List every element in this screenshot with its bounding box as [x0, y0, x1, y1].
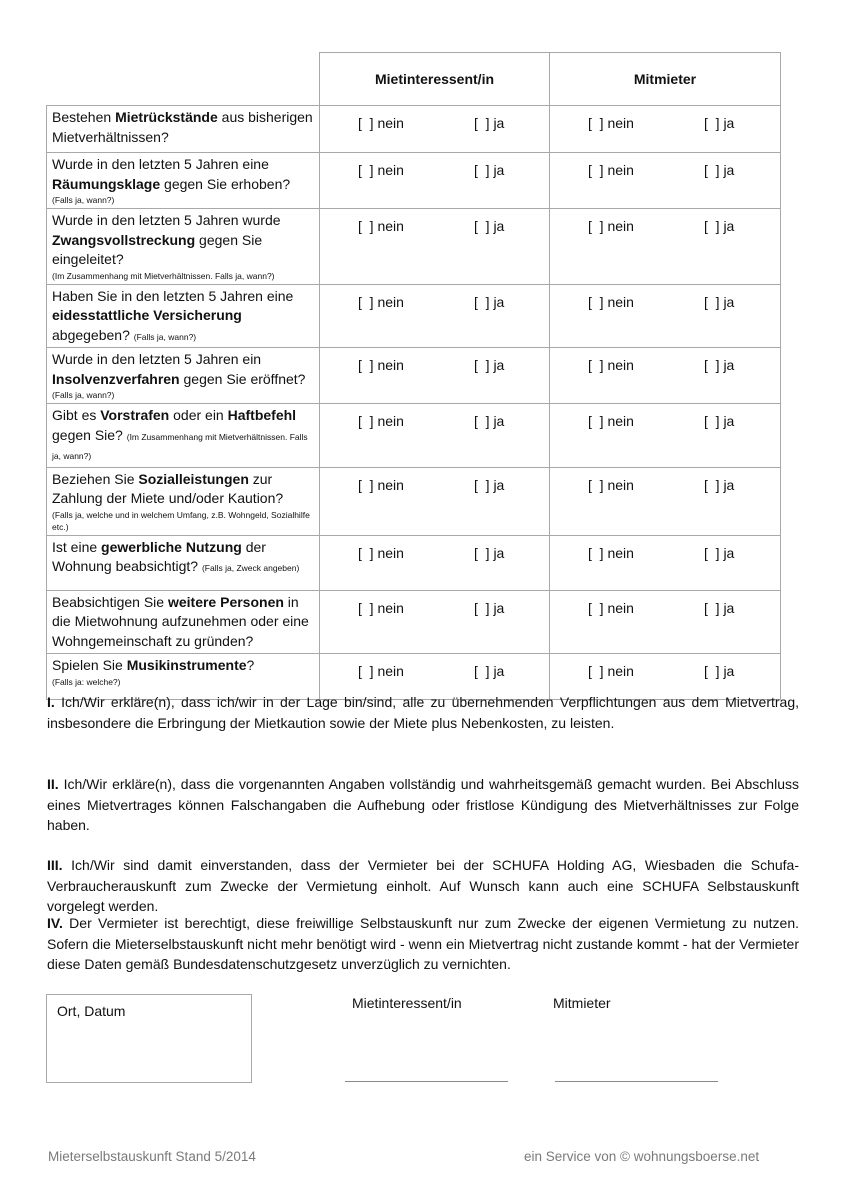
- column-header-cotenant: Mitmieter: [550, 53, 781, 106]
- checkbox-ja-cotenant[interactable]: [ ] ja: [704, 413, 735, 429]
- checkbox-nein-cotenant[interactable]: [ ] nein: [588, 544, 634, 561]
- question-text: gegen Sie erhoben?: [160, 175, 291, 192]
- question-keyword: gewerbliche Nutzung: [101, 538, 242, 555]
- cotenant-signature-label: Mitmieter: [553, 995, 611, 1011]
- question-text: zur Zahlung der Miete und/oder Kaution?: [52, 470, 284, 506]
- question-cell: [47, 535, 320, 590]
- question-note: (Im Zusammenhang mit Mietverhältnissen. Falls ja, wann?): [52, 431, 308, 461]
- checkbox-ja-tenant[interactable]: [ ] ja: [474, 413, 505, 429]
- question-keyword: eidesstattliche Versicherung: [52, 307, 242, 323]
- question-text: Wurde in den letzten 5 Jahren eine: [52, 156, 269, 172]
- table-row: [47, 467, 781, 535]
- checkbox-nein-cotenant[interactable]: [ ] nein: [588, 413, 634, 429]
- checkbox-ja-tenant[interactable]: [ ] ja: [474, 663, 505, 679]
- checkbox-nein-cotenant[interactable]: [ ] nein: [588, 357, 634, 373]
- tenant-signature-label: Mietinteressent/in: [352, 995, 462, 1011]
- checkbox-nein-tenant[interactable]: [ ] nein: [358, 663, 404, 679]
- cotenant-signature-line[interactable]: [555, 1081, 718, 1082]
- question-text: gegen Sie?: [52, 426, 123, 443]
- answer-cell-cotenant: [550, 209, 781, 285]
- question-keyword: Mietrückstände: [115, 109, 218, 125]
- checkbox-ja-cotenant[interactable]: [ ] ja: [704, 357, 735, 373]
- question-note: (Falls ja, welche und in welchem Umfang, z.B. Wohngeld, Sozialhilfe etc.): [52, 509, 310, 532]
- question-text: gegen Sie eröffnet?: [179, 370, 306, 387]
- answer-cell-cotenant: [550, 284, 781, 348]
- declaration-paragraph: [47, 692, 799, 733]
- question-text: abgegeben?: [52, 326, 130, 343]
- answer-cell-cotenant: [550, 404, 781, 468]
- answer-cell-cotenant: [550, 153, 781, 209]
- answer-cell-tenant: [320, 404, 550, 468]
- answer-cell-tenant: [320, 348, 550, 404]
- table-row: [47, 348, 781, 404]
- checkbox-ja-cotenant[interactable]: [ ] ja: [704, 544, 735, 561]
- declaration-text: Ich/Wir sind damit einverstanden, dass der Vermieter bei der SCHUFA Holding AG, Wiesbaden die Schufa-Verbraucherauskunft zum Zwecke der Vermietung einholt. Auf Wunsch kann auch eine SCHUFA Selbstauskunft vorgelegt werden.: [47, 857, 799, 914]
- declaration-numeral: IV.: [47, 915, 63, 931]
- question-cell: [47, 467, 320, 535]
- declaration-text: Ich/Wir erkläre(n), dass ich/wir in der Lage bin/sind, alle zu übernehmenden Verpflichtungen aus dem Mietvertrag, insbesondere die Erbringung der Mietkaution sowie der Miete plus Nebenkosten, zu leisten.: [47, 694, 799, 731]
- answer-cell-tenant: [320, 106, 550, 153]
- answer-cell-cotenant: [550, 348, 781, 404]
- table-row: [47, 404, 781, 468]
- question-cell: [47, 284, 320, 348]
- question-text: der Wohnung beabsichtigt?: [52, 538, 266, 574]
- checkbox-ja-tenant[interactable]: [ ] ja: [474, 476, 505, 493]
- header-blank-cell: [47, 53, 320, 106]
- checkbox-ja-cotenant[interactable]: [ ] ja: [704, 476, 735, 493]
- checkbox-nein-cotenant[interactable]: [ ] nein: [588, 218, 634, 234]
- column-header-tenant: Mietinteressent/in: [320, 53, 550, 106]
- checkbox-nein-tenant[interactable]: [ ] nein: [358, 476, 404, 493]
- question-text: Wurde in den letzten 5 Jahren ein: [52, 351, 262, 367]
- question-rows: [47, 106, 781, 700]
- checkbox-nein-tenant[interactable]: [ ] nein: [358, 293, 404, 310]
- question-text: Spielen Sie: [52, 657, 127, 673]
- checkbox-nein-cotenant[interactable]: [ ] nein: [588, 663, 634, 679]
- checkbox-ja-cotenant[interactable]: [ ] ja: [704, 663, 735, 679]
- answer-cell-tenant: [320, 535, 550, 590]
- question-cell: [47, 209, 320, 285]
- question-cell: [47, 153, 320, 209]
- answer-cell-tenant: [320, 590, 550, 654]
- checkbox-nein-cotenant[interactable]: [ ] nein: [588, 476, 634, 493]
- question-cell: [47, 404, 320, 468]
- checkbox-ja-cotenant[interactable]: [ ] ja: [704, 162, 735, 178]
- question-text: Beziehen Sie: [52, 470, 139, 487]
- checkbox-nein-cotenant[interactable]: [ ] nein: [588, 115, 634, 131]
- question-text: gegen Sie eingeleitet?: [52, 231, 263, 267]
- checkbox-ja-tenant[interactable]: [ ] ja: [474, 357, 505, 373]
- checkbox-nein-tenant[interactable]: [ ] nein: [358, 162, 404, 178]
- question-cell: [47, 106, 320, 153]
- declaration-numeral: III.: [47, 857, 63, 873]
- place-date-field[interactable]: [46, 994, 252, 1083]
- checkbox-ja-tenant[interactable]: [ ] ja: [474, 544, 505, 561]
- table-row: [47, 153, 781, 209]
- checkbox-ja-tenant[interactable]: [ ] ja: [474, 162, 505, 178]
- question-text: in die Mietwohnung aufzunehmen oder eine Wohngemeinschaft zu gründen?: [52, 593, 309, 649]
- question-text: Bestehen: [52, 109, 116, 125]
- declaration-numeral: I.: [47, 694, 55, 710]
- checkbox-ja-tenant[interactable]: [ ] ja: [474, 599, 505, 616]
- checkbox-ja-cotenant[interactable]: [ ] ja: [704, 599, 735, 616]
- checkbox-nein-tenant[interactable]: [ ] nein: [358, 544, 404, 561]
- checkbox-ja-tenant[interactable]: [ ] ja: [474, 115, 505, 131]
- answer-cell-cotenant: [550, 106, 781, 153]
- place-date-label: Ort, Datum: [57, 1003, 126, 1019]
- table-row: [47, 590, 781, 654]
- answer-cell-cotenant: [550, 467, 781, 535]
- declaration-text: Der Vermieter ist berechtigt, diese freiwillige Selbstauskunft nur zum Zwecke der eigenen Vermietung zu nutzen. Sofern die Mieterselbstauskunft nicht mehr benötigt wird - wenn ein Mietvertrag nicht zustande kommt - hat der Vermieter diese Daten gemäß Bundesdatenschutzgesetz unverzüglich zu vernichten.: [47, 915, 799, 972]
- declaration-text: Ich/Wir erkläre(n), dass die vorgenannten Angaben vollständig und wahrheitsgemäß gemacht wurden. Bei Abschluss eines Mietvertrages können Falschangaben die Aufhebung oder fristlose Kündigung des Mietverhältnisses zur Folge haben.: [47, 776, 799, 833]
- checkbox-nein-tenant[interactable]: [ ] nein: [358, 218, 404, 234]
- question-text: Gibt es: [52, 407, 101, 423]
- checkbox-ja-cotenant[interactable]: [ ] ja: [704, 218, 735, 234]
- checkbox-nein-tenant[interactable]: [ ] nein: [358, 115, 404, 131]
- question-note: (Falls ja, wann?): [52, 195, 115, 205]
- question-keyword: Haftbefehl: [227, 407, 297, 423]
- question-note: (Falls ja: welche?): [52, 676, 121, 687]
- checkbox-nein-tenant[interactable]: [ ] nein: [358, 357, 404, 373]
- declaration-paragraph: [47, 855, 799, 917]
- declaration-numeral: II.: [47, 776, 59, 792]
- answer-cell-tenant: [320, 467, 550, 535]
- checkbox-nein-tenant[interactable]: [ ] nein: [358, 413, 404, 429]
- question-keyword: Sozialleistungen: [138, 470, 249, 487]
- question-text: oder ein: [169, 407, 228, 423]
- question-keyword: Räumungsklage: [52, 175, 161, 192]
- question-text: Beabsichtigen Sie: [52, 593, 168, 610]
- question-note: (Im Zusammenhang mit Mietverhältnissen. Falls ja, wann?): [52, 270, 275, 281]
- answer-cell-cotenant: [550, 535, 781, 590]
- question-text: ?: [246, 657, 255, 673]
- questionnaire-table: [46, 52, 781, 700]
- checkbox-nein-cotenant[interactable]: [ ] nein: [588, 293, 634, 310]
- checkbox-nein-cotenant[interactable]: [ ] nein: [588, 599, 634, 616]
- checkbox-ja-cotenant[interactable]: [ ] ja: [704, 293, 735, 310]
- question-note: (Falls ja, wann?): [52, 390, 115, 400]
- checkbox-ja-tenant[interactable]: [ ] ja: [474, 293, 505, 310]
- answer-cell-cotenant: [550, 590, 781, 654]
- question-keyword: Insolvenzverfahren: [52, 370, 180, 387]
- tenant-signature-line[interactable]: [345, 1081, 508, 1082]
- question-cell: [47, 590, 320, 654]
- question-note: (Falls ja, wann?): [133, 331, 197, 342]
- checkbox-nein-tenant[interactable]: [ ] nein: [358, 599, 404, 616]
- question-keyword: Vorstrafen: [100, 407, 170, 423]
- table-row: [47, 209, 781, 285]
- question-keyword: Zwangsvollstreckung: [52, 231, 196, 248]
- question-keyword: Musikinstrumente: [126, 657, 247, 673]
- answer-cell-tenant: [320, 153, 550, 209]
- footer-service-credit: ein Service von © wohnungsboerse.net: [524, 1149, 760, 1164]
- declaration-paragraph: [47, 774, 799, 836]
- question-text: Haben Sie in den letzten 5 Jahren eine: [52, 287, 294, 304]
- declaration-paragraph: [47, 913, 799, 975]
- question-text: Wurde in den letzten 5 Jahren wurde: [52, 212, 281, 228]
- question-cell: [47, 348, 320, 404]
- question-text: aus bisherigen Mietverhältnissen?: [52, 109, 313, 145]
- table-row: [47, 106, 781, 153]
- table-row: [47, 284, 781, 348]
- question-keyword: weitere Personen: [167, 593, 284, 610]
- table-row: [47, 535, 781, 590]
- question-note: (Falls ja, Zweck angeben): [201, 563, 300, 573]
- answer-cell-tenant: [320, 284, 550, 348]
- answer-cell-tenant: [320, 209, 550, 285]
- footer-document-version: Mieterselbstauskunft Stand 5/2014: [48, 1149, 256, 1164]
- checkbox-ja-tenant[interactable]: [ ] ja: [474, 218, 505, 234]
- checkbox-nein-cotenant[interactable]: [ ] nein: [588, 162, 634, 178]
- question-text: Ist eine: [52, 538, 102, 555]
- checkbox-ja-cotenant[interactable]: [ ] ja: [704, 115, 735, 131]
